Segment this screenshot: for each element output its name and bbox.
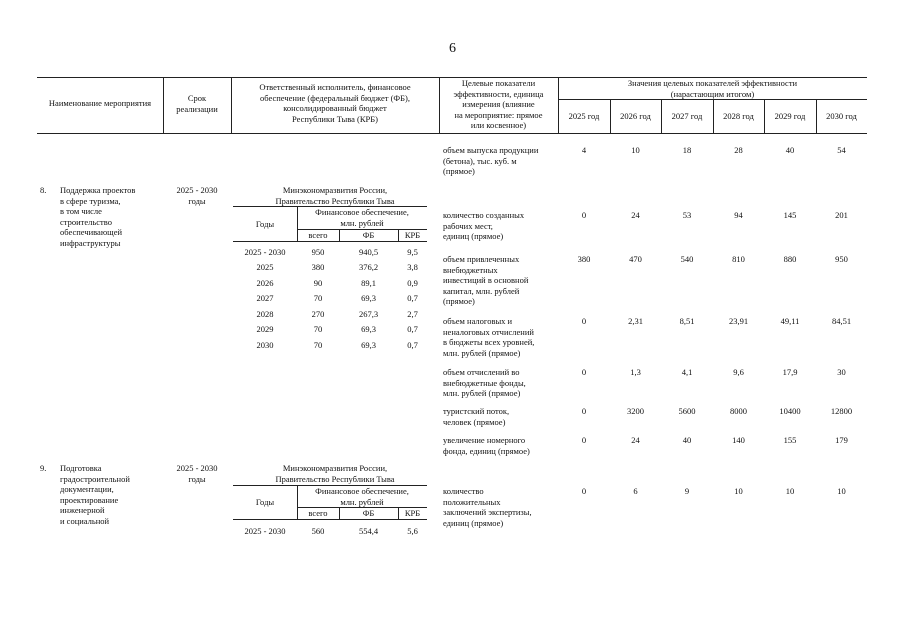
item-name: Подготовка градостроительной документации, проектирование инженерной и социальной <box>60 463 130 526</box>
indicator-text: количество положительных заключений экспертизы, единиц (прямое) <box>443 486 532 528</box>
indicator-value: 179 <box>835 435 848 445</box>
table-row: 2026 90 89,1 0,9 <box>256 277 418 288</box>
indicator-value: 810 <box>732 254 745 264</box>
indicator-value: 1,3 <box>630 367 641 377</box>
fin-header: Финансовое обеспечение, млн. рублей <box>315 486 409 507</box>
fin-table <box>233 523 427 539</box>
indicator-value: 9,6 <box>733 367 744 377</box>
fin-col-total: всего <box>308 230 328 240</box>
indicator-value: 40 <box>682 435 692 445</box>
indicator-value: 0 <box>581 406 587 416</box>
table-row: 2029 70 69,3 0,7 <box>256 324 418 334</box>
indicator-value: 28 <box>734 145 743 155</box>
item-name: Поддержка проектов в сфере туризма, в том числе строительство обеспечивающей инфраструктуры <box>60 185 136 248</box>
indicator-value: 24 <box>631 210 640 220</box>
header-year-2030: 2030 год <box>826 111 857 121</box>
header-values: Значения целевых показателей эффективности (нарастающим итогом) <box>627 78 798 99</box>
indicator-value: 0 <box>581 435 587 445</box>
header-year-2026: 2026 год <box>620 111 651 121</box>
item-term: 2025 - 2030 годы <box>176 185 218 206</box>
indicator-value: 3200 <box>627 406 644 416</box>
indicator-value: 30 <box>837 367 846 377</box>
fin-years-label: Годы <box>255 219 275 229</box>
item-executor: Минэкономразвития России, Правительство Республики Тыва <box>275 185 395 206</box>
indicator-value: 94 <box>734 210 743 220</box>
indicator-value: 54 <box>837 145 846 155</box>
item-executor: Минэкономразвития России, Правительство Республики Тыва <box>275 463 395 484</box>
header-year-2027: 2027 год <box>671 111 703 121</box>
header-term: Срок реализации <box>176 93 218 114</box>
indicator-value: 950 <box>835 254 848 264</box>
indicator-value: 4 <box>581 145 587 155</box>
fin-rule-bottom <box>233 241 427 242</box>
indicator-text: объем выпуска продукции (бетона), тыс. куб. м (прямое) <box>443 145 539 176</box>
indicator-text: количество созданных рабочих мест, единиц (прямое) <box>443 210 525 241</box>
indicator-text: туристский поток, человек (прямое) <box>443 406 510 427</box>
fin-col-fb: ФБ <box>362 230 375 240</box>
item-number: 9. <box>40 463 47 473</box>
indicator-value: 380 <box>577 254 591 264</box>
table-row: 2025 - 2030 950 940,5 9,5 <box>244 246 418 257</box>
indicator-value: 53 <box>682 210 692 220</box>
indicator-value: 12800 <box>830 406 853 416</box>
indicator-value: 10 <box>631 145 640 155</box>
fin-col-total: всего <box>308 508 328 518</box>
indicator-value: 0 <box>581 486 587 496</box>
fin-years-label: Годы <box>255 497 275 507</box>
header-year-2029: 2029 год <box>774 111 806 121</box>
header-responsible: Ответственный исполнитель, финансовое обеспечение (федеральный бюджет (ФБ), консолидированный бюджет Республики Тыва (КРБ) <box>259 82 411 124</box>
indicator-text: объем отчислений во внебюджетные фонды, млн. рублей (прямое) <box>443 367 526 398</box>
indicator-value: 9 <box>684 486 690 496</box>
fin-col-fb: ФБ <box>362 508 375 518</box>
indicator-value: 23,91 <box>728 316 749 326</box>
indicator-text: объем налоговых и неналоговых отчислений в бюджеты всех уровней, млн. рублей (прямое) <box>443 316 535 358</box>
indicator-value: 0 <box>581 316 587 326</box>
indicator-value: 880 <box>783 254 797 264</box>
indicator-value: 2,31 <box>628 316 643 326</box>
indicator-value: 10 <box>785 486 795 496</box>
header-indicators: Целевые показатели эффективности, единица измерения (влияние на мероприятие: прямое или косвенное) <box>453 78 544 130</box>
indicator-value: 49,11 <box>780 316 800 326</box>
fin-rule-bottom <box>233 519 427 520</box>
header-year-2028: 2028 год <box>723 111 754 121</box>
page-number: 6 <box>449 41 456 56</box>
fin-col-krb: КРБ <box>404 230 421 240</box>
indicator-value: 0 <box>581 367 587 377</box>
item-term: 2025 - 2030 годы <box>176 463 218 484</box>
table-row: 2027 70 69,3 0,7 <box>256 293 418 303</box>
item-number: 8. <box>40 185 47 195</box>
indicator-value: 10 <box>837 486 846 496</box>
indicator-value: 145 <box>783 210 797 220</box>
table-row: 2025 - 2030 560 554,4 5,6 <box>244 525 418 536</box>
indicator-value: 8,51 <box>679 316 695 326</box>
indicator-value: 5600 <box>678 406 696 416</box>
table-row: 2025 380 376,2 3,8 <box>256 262 418 272</box>
indicator-value: 8000 <box>730 406 747 416</box>
indicator-value: 0 <box>581 210 587 220</box>
fin-table <box>233 244 427 353</box>
indicator-value: 6 <box>633 486 638 496</box>
indicator-value: 17,9 <box>782 367 798 377</box>
indicator-value: 24 <box>631 435 640 445</box>
indicator-value: 4,1 <box>681 367 693 377</box>
header-bottom-rule <box>37 133 867 134</box>
indicator-value: 140 <box>732 435 745 445</box>
fin-col-krb: КРБ <box>404 508 421 518</box>
indicator-text: увеличение номерного фонда, единиц (прямое) <box>443 435 530 456</box>
indicator-value: 10400 <box>779 406 801 416</box>
indicator-value: 201 <box>835 210 848 220</box>
header-name: Наименование мероприятия <box>48 98 152 108</box>
indicator-value: 470 <box>629 254 642 264</box>
fin-header: Финансовое обеспечение, млн. рублей <box>315 207 409 228</box>
indicator-value: 18 <box>682 145 692 155</box>
table-row: 2028 270 267,3 2,7 <box>256 308 418 319</box>
indicator-text: объем привлеченных внебюджетных инвестиций в основной капитал, млн. рублей (прямое) <box>443 254 529 306</box>
table-row: 2030 70 69,3 0,7 <box>256 339 418 350</box>
indicator-value: 540 <box>680 254 694 264</box>
indicator-value: 40 <box>785 145 795 155</box>
indicator-value: 10 <box>734 486 743 496</box>
indicator-value: 155 <box>783 435 797 445</box>
header-year-2025: 2025 год <box>568 111 600 121</box>
indicator-value: 84,51 <box>831 316 852 326</box>
